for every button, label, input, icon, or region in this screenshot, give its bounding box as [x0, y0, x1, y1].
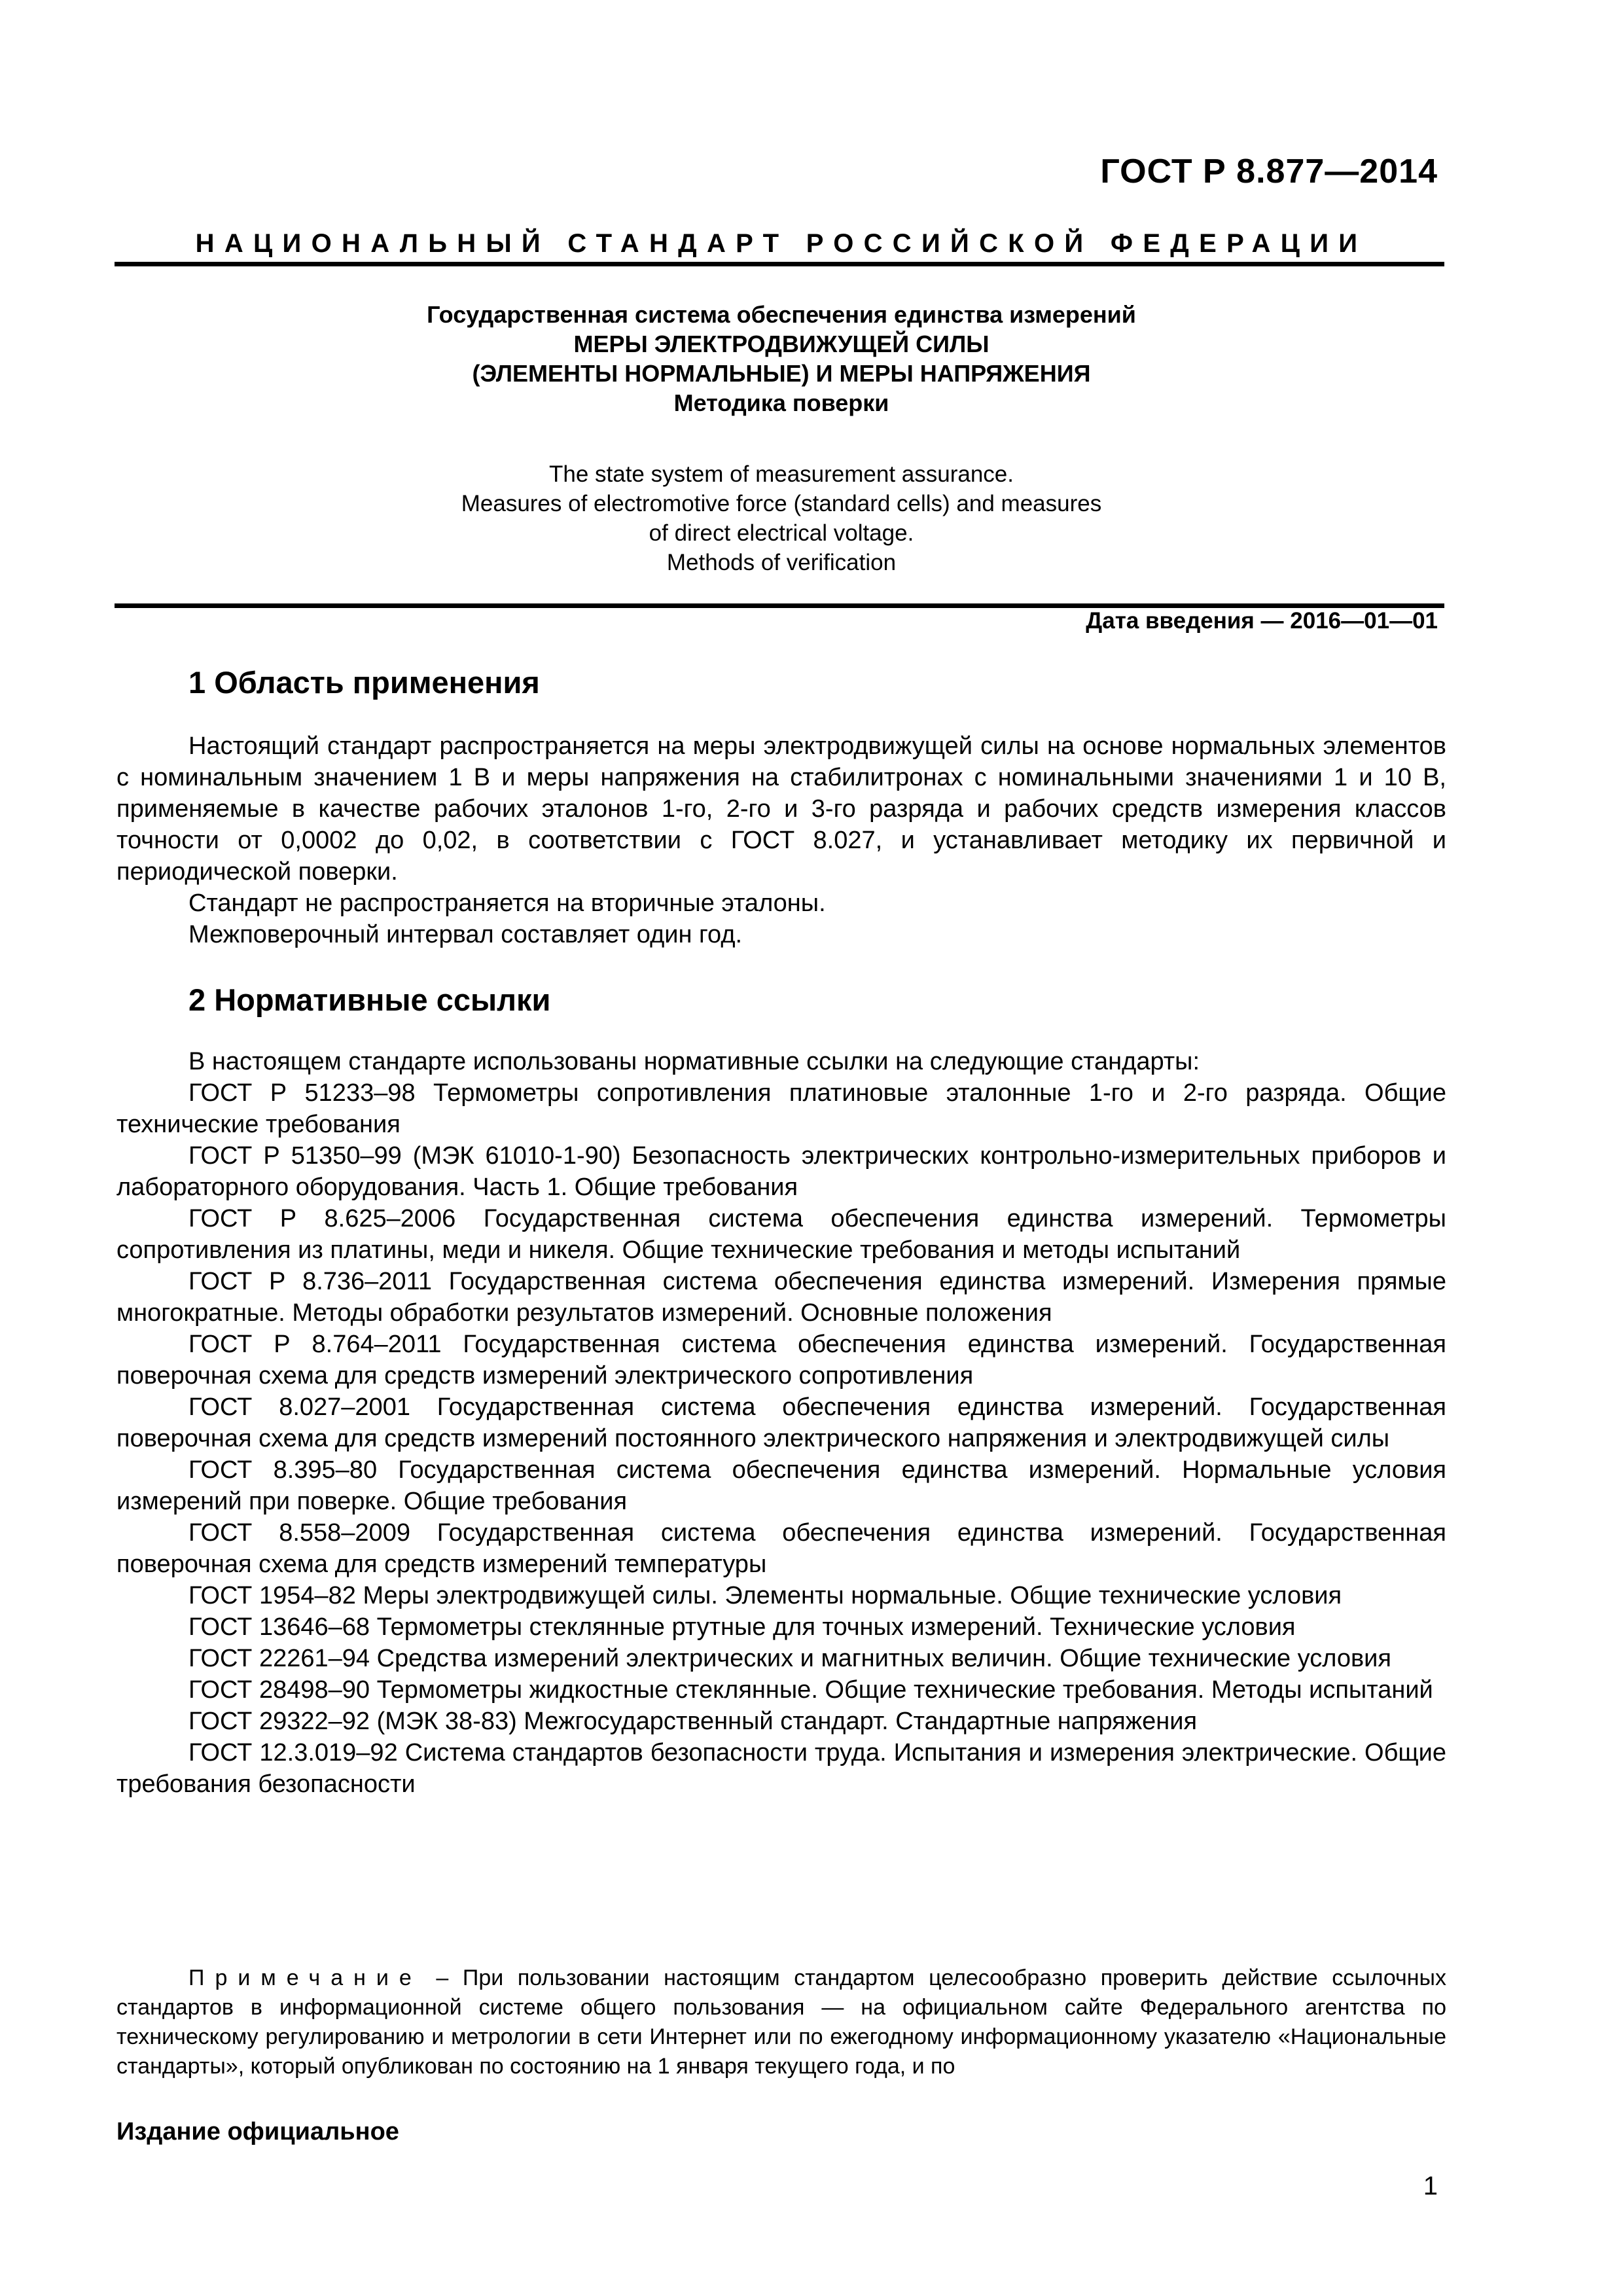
reference-item: ГОСТ 28498–90 Термометры жидкостные стеклянные. Общие технические требования. Методы испытаний [188, 1676, 1433, 1704]
english-title-line-3: of direct electrical voltage. [649, 520, 914, 546]
title-line-2: МЕРЫ ЭЛЕКТРОДВИЖУЩЕЙ СИЛЫ [573, 331, 990, 357]
document-number: ГОСТ Р 8.877—2014 [1100, 152, 1438, 190]
section-1-heading: 1 Область применения [188, 665, 540, 700]
section-1-paragraph: Настоящий стандарт распространяется на меры электродвижущей силы на основе нормальных элементов с номинальным значением 1 В и меры напряжения на стабилитронах с номинальными значениями 1 и 10 В, применяемые в качестве рабочих эталонов 1-го, 2-го и 3-го разряда и рабочих средств измерения классов точности от 0,0002 до 0,02, в соответствии с ГОСТ 8.027, и устанавливает методику их первичной и периодической поверки. [116, 732, 1446, 886]
reference-item: ГОСТ 13646–68 Термометры стеклянные ртутные для точных измерений. Технические условия [188, 1613, 1296, 1641]
reference-item: ГОСТ 1954–82 Меры электродвижущей силы. Элементы нормальные. Общие технические условия [188, 1582, 1342, 1609]
english-title-line-2: Measures of electromotive force (standard cells) and measures [461, 491, 1102, 516]
note-text: – При пользовании настоящим стандартом целесообразно проверить действие ссылочных стандартов в информационной системе общего пользования — на официальном сайте Федерального агентства по техническому регулированию и метрологии в сети Интернет или по ежегодному информационному указателю «Национальные стандарты», который опубликован по состоянию на 1 января текущего года, и по [116, 1965, 1446, 2079]
reference-item: ГОСТ 8.395–80 Государственная система обеспечения единства измерений. Нормальные условия измерений при поверке. Общие требования [116, 1456, 1446, 1515]
title-line-3: (ЭЛЕМЕНТЫ НОРМАЛЬНЫЕ) И МЕРЫ НАПРЯЖЕНИЯ [472, 360, 1091, 387]
note-label: Примечание [188, 1965, 422, 1990]
page-number: 1 [1423, 2172, 1438, 2200]
reference-item: ГОСТ Р 8.764–2011 Государственная система обеспечения единства измерений. Государственная поверочная схема для средств измерений электрического сопротивления [116, 1331, 1446, 1390]
header-rule [115, 262, 1444, 266]
reference-item: ГОСТ Р 51350–99 (МЭК 61010-1-90) Безопасность электрических контрольно-измерительных приборов и лабораторного оборудования. Часть 1. Общие требования [116, 1142, 1446, 1201]
reference-item: ГОСТ 8.558–2009 Государственная система обеспечения единства измерений. Государственная поверочная схема для средств измерений температуры [116, 1519, 1446, 1578]
note-block [116, 1964, 1446, 2081]
reference-item: ГОСТ Р 8.736–2011 Государственная система обеспечения единства измерений. Измерения прямые многократные. Методы обработки результатов измерений. Основные положения [116, 1268, 1446, 1327]
reference-item: ГОСТ Р 51233–98 Термометры сопротивления платиновые эталонные 1-го и 2-го разряда. Общие технические требования [116, 1079, 1446, 1138]
english-title-line-4: Methods of verification [666, 550, 897, 575]
reference-item: ГОСТ 12.3.019–92 Система стандартов безопасности труда. Испытания и измерения электрические. Общие требования безопасности [116, 1739, 1446, 1798]
section-2-heading: 2 Нормативные ссылки [188, 982, 551, 1017]
section-1-body [116, 730, 1446, 950]
english-title-line-1: The state system of measurement assurance. [548, 461, 1014, 487]
reference-item: ГОСТ 29322–92 (МЭК 38-83) Межгосударственный стандарт. Стандартные напряжения [188, 1708, 1198, 1735]
reference-item: ГОСТ 8.027–2001 Государственная система обеспечения единства измерений. Государственная поверочная схема для средств измерений постоянного электрического напряжения и электродвижущей силы [116, 1393, 1446, 1452]
russian-title [116, 300, 1446, 418]
note-paragraph [116, 1964, 1446, 2081]
title-line-1: Государственная система обеспечения единства измерений [427, 301, 1136, 328]
national-standard-header: НАЦИОНАЛЬНЫЙ СТАНДАРТ РОССИЙСКОЙ ФЕДЕРАЦИИ [195, 229, 1368, 258]
official-edition-label: Издание официальное [116, 2118, 399, 2145]
section-2-body [116, 1046, 1446, 1800]
reference-item: ГОСТ Р 8.625–2006 Государственная система обеспечения единства измерений. Термометры сопротивления из платины, меди и никеля. Общие технические требования и методы испытаний [116, 1205, 1446, 1264]
section-1-paragraph: Межповерочный интервал составляет один год. [188, 921, 743, 948]
title-rule [115, 603, 1444, 608]
introduction-date: Дата введения — 2016—01—01 [1086, 608, 1438, 634]
reference-item: ГОСТ 22261–94 Средства измерений электрических и магнитных величин. Общие технические условия [188, 1645, 1391, 1672]
section-2-intro: В настоящем стандарте использованы нормативные ссылки на следующие стандарты: [188, 1048, 1200, 1075]
section-1-paragraph: Стандарт не распространяется на вторичные эталоны. [188, 889, 826, 917]
title-line-4: Методика поверки [673, 389, 889, 416]
english-title [116, 459, 1446, 577]
